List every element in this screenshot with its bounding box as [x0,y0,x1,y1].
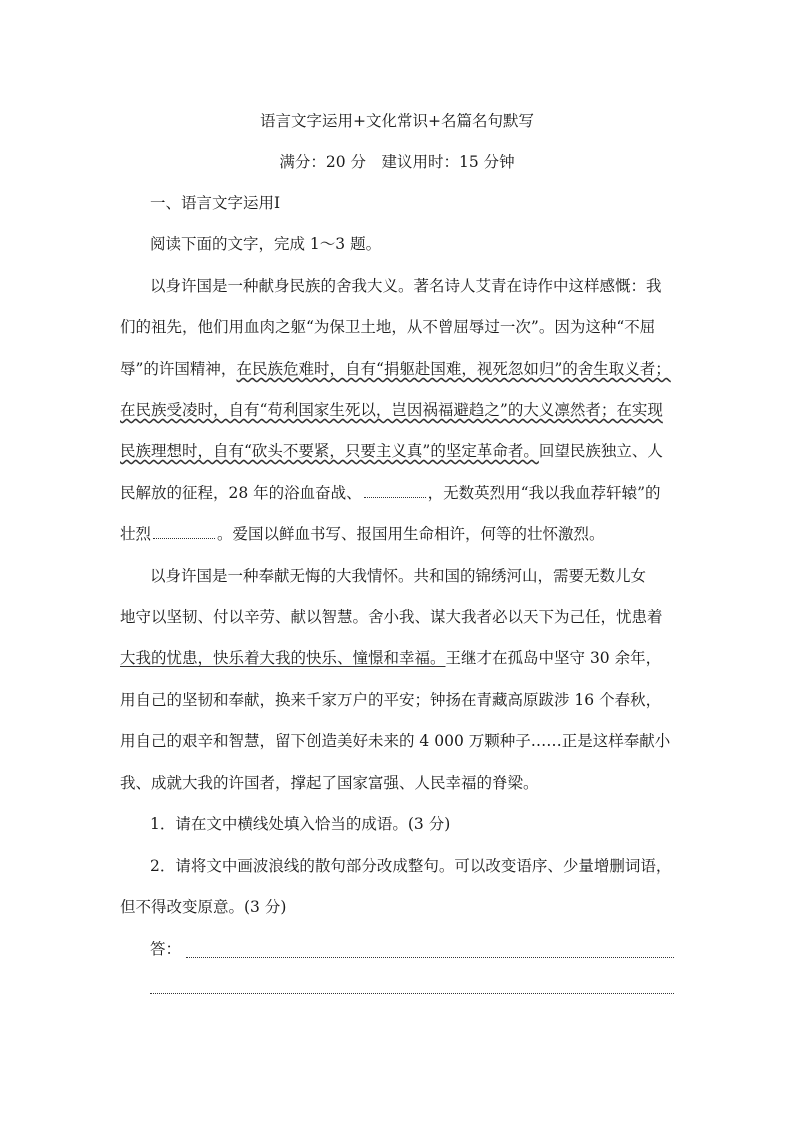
para1-line2: 们的祖先，他们用血肉之躯“为保卫土地，从不曾屈辱过一次”。因为这种“不屈 [120,318,656,336]
para1-line5 [120,441,680,461]
para2-line3-text: 王继才在孤岛中坚守 30 余年， [445,649,662,667]
answer-line-2[interactable] [150,993,674,994]
para2-line5: 用自己的艰辛和智慧，留下创造美好未来的 4 000 万颗种子……正是这样奉献小 [120,732,671,750]
para1-line7-text-a: 壮烈 [120,525,152,543]
para1-line7 [120,524,680,544]
wavy-underlined-text: 民族理想时，自有“砍头不要紧，只要主义真”的坚定革命者。 [120,442,539,460]
reading-instruction: 阅读下面的文字，完成 1～3 题。 [150,235,382,253]
para2-line4: 用自己的坚韧和奉献，换来千家万户的平安；钟扬在青藏高原跋涉 16 个春秋， [120,691,662,709]
section-heading: 一、语言文字运用Ⅰ [150,194,281,212]
fill-blank-1[interactable] [364,483,426,498]
question-2-line2: 但不得改变原意。(3 分) [120,898,287,916]
para1-line6-text-a: 民解放的征程，28 年的浴血奋战、 [120,484,362,502]
para1-line4 [120,400,680,420]
wavy-underlined-text: 在民族受凌时，自有“苟利国家生死以，岂因祸福避趋之”的大义凛然者；在实现 [120,401,663,419]
question-2-line1: 2．请将文中画波浪线的散句部分改成整句。可以改变语序、少量增删词语， [150,857,672,875]
para2-line1: 以身许国是一种奉献无悔的大我情怀。共和国的锦绣河山，需要无数儿女 [150,567,647,585]
para1-line3 [120,359,680,379]
para1-line6-text-b: ，无数英烈用“我以我血荐轩辕”的 [427,484,661,502]
fill-blank-2[interactable] [153,524,215,539]
question-1: 1．请在文中横线处填入恰当的成语。(3 分) [150,815,451,833]
answer-line-1[interactable] [186,957,674,958]
para1-line6 [120,483,680,503]
para1-line5-text: 回望民族独立、人 [538,442,663,460]
para2-line3 [120,648,680,668]
para1-line3-text: 辱”的许国精神， [120,360,237,378]
answer-label: 答： [150,940,182,958]
wavy-underlined-text: 在民族危难时，自有“捐躯赴国难，视死忽如归”的舍生取义者； [236,360,671,378]
underlined-text: 大我的忧患，快乐着大我的快乐、憧憬和幸福。 [120,649,446,667]
para1-line7-text-b: 。爱国以鲜血书写、报国用生命相许，何等的壮怀激烈。 [217,525,605,543]
para2-line6: 我、成就大我的许国者，撑起了国家富强、人民幸福的脊梁。 [120,774,539,792]
page-title: 语言文字运用+文化常识+名篇名句默写 [260,112,534,130]
page-subtitle: 满分：20 分 建议用时：15 分钟 [279,153,515,171]
para1-line1: 以身许国是一种献身民族的舍我大义。著名诗人艾青在诗作中这样感慨：我 [150,277,662,295]
para2-line2: 地守以坚韧、付以辛劳、献以智慧。舍小我、谋大我者必以天下为己任，忧患着 [120,608,663,626]
